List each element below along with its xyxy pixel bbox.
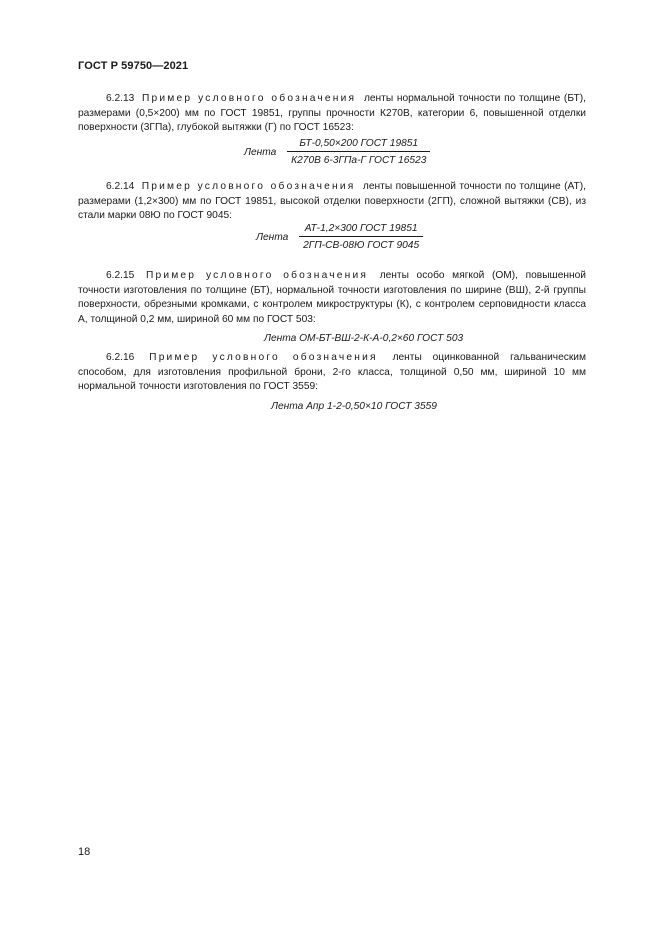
paragraph-6-2-14 [78, 180, 586, 224]
clause-text: ленты оцинкованной гальваническим способом, для изготовления профильной брони, 2-го класса, толщиной 0,50 мм, шириной 10 мм нормальной точности изготовления по ГОСТ 3559: [78, 352, 586, 393]
paragraph-6-2-16 [78, 351, 586, 395]
clause-lead: Пример условного обозначения [145, 270, 369, 281]
clause-number: 6.2.14 [106, 181, 135, 192]
clause-text: ленты особо мягкой (ОМ), повышенной точности изготовления по толщине (БТ), нормальной точности изготовления по ширине (ВШ), 2-й группы поверхности, обрезными кромками, с контролем микроструктуры (К), с контролем серповидности класса А, толщиной 0,2 мм, шириной 60 мм по ГОСТ 503: [78, 270, 586, 325]
formula-denominator: К270В 6-3ГПа-Г ГОСТ 16523 [291, 155, 427, 166]
formula-label: Лента [256, 231, 289, 243]
clause-lead: Пример условного обозначения [141, 181, 356, 192]
clause-number: 6.2.16 [106, 352, 135, 363]
clause-text: ленты нормальной точности по толщине (БТ), размерами (0,5×200) мм по ГОСТ 19851, группы прочности К270В, категории 6, повышенной отделки поверхности (3ГПа), глубокой вытяжки (Г) по ГОСТ 16523: [78, 93, 586, 134]
clause-lead: Пример условного обозначения [142, 93, 357, 104]
formula-numerator: БТ-0,50×200 ГОСТ 19851 [287, 138, 430, 152]
formula-6-2-15: Лента ОМ-БТ-ВШ-2-К-А-0,2×60 ГОСТ 503 [264, 333, 464, 344]
clause-text: ленты повышенной точности по толщине (АТ), размерами (1,2×300) мм по ГОСТ 19851, высокой отделки поверхности (2ГП), сложной вытяжки (СВ), из стали марки 08Ю по ГОСТ 9045: [78, 181, 586, 222]
document-header: ГОСТ Р 59750—2021 [78, 60, 189, 72]
formula-6-2-13 [244, 138, 430, 166]
paragraph-6-2-15 [78, 269, 586, 327]
formula-6-2-16: Лента Апр 1-2-0,50×10 ГОСТ 3559 [271, 401, 437, 412]
formula-denominator: 2ГП-СВ-08Ю ГОСТ 9045 [303, 240, 420, 251]
formula-fraction [299, 223, 423, 251]
paragraph-6-2-13 [78, 92, 586, 136]
formula-6-2-14 [256, 223, 423, 251]
formula-numerator: АТ-1,2×300 ГОСТ 19851 [299, 223, 423, 237]
clause-number: 6.2.13 [106, 93, 135, 104]
clause-number: 6.2.15 [106, 270, 135, 281]
formula-label: Лента [244, 146, 277, 158]
formula-fraction [287, 138, 430, 166]
clause-lead: Пример условного обозначения [149, 352, 378, 363]
page-number: 18 [78, 846, 91, 858]
